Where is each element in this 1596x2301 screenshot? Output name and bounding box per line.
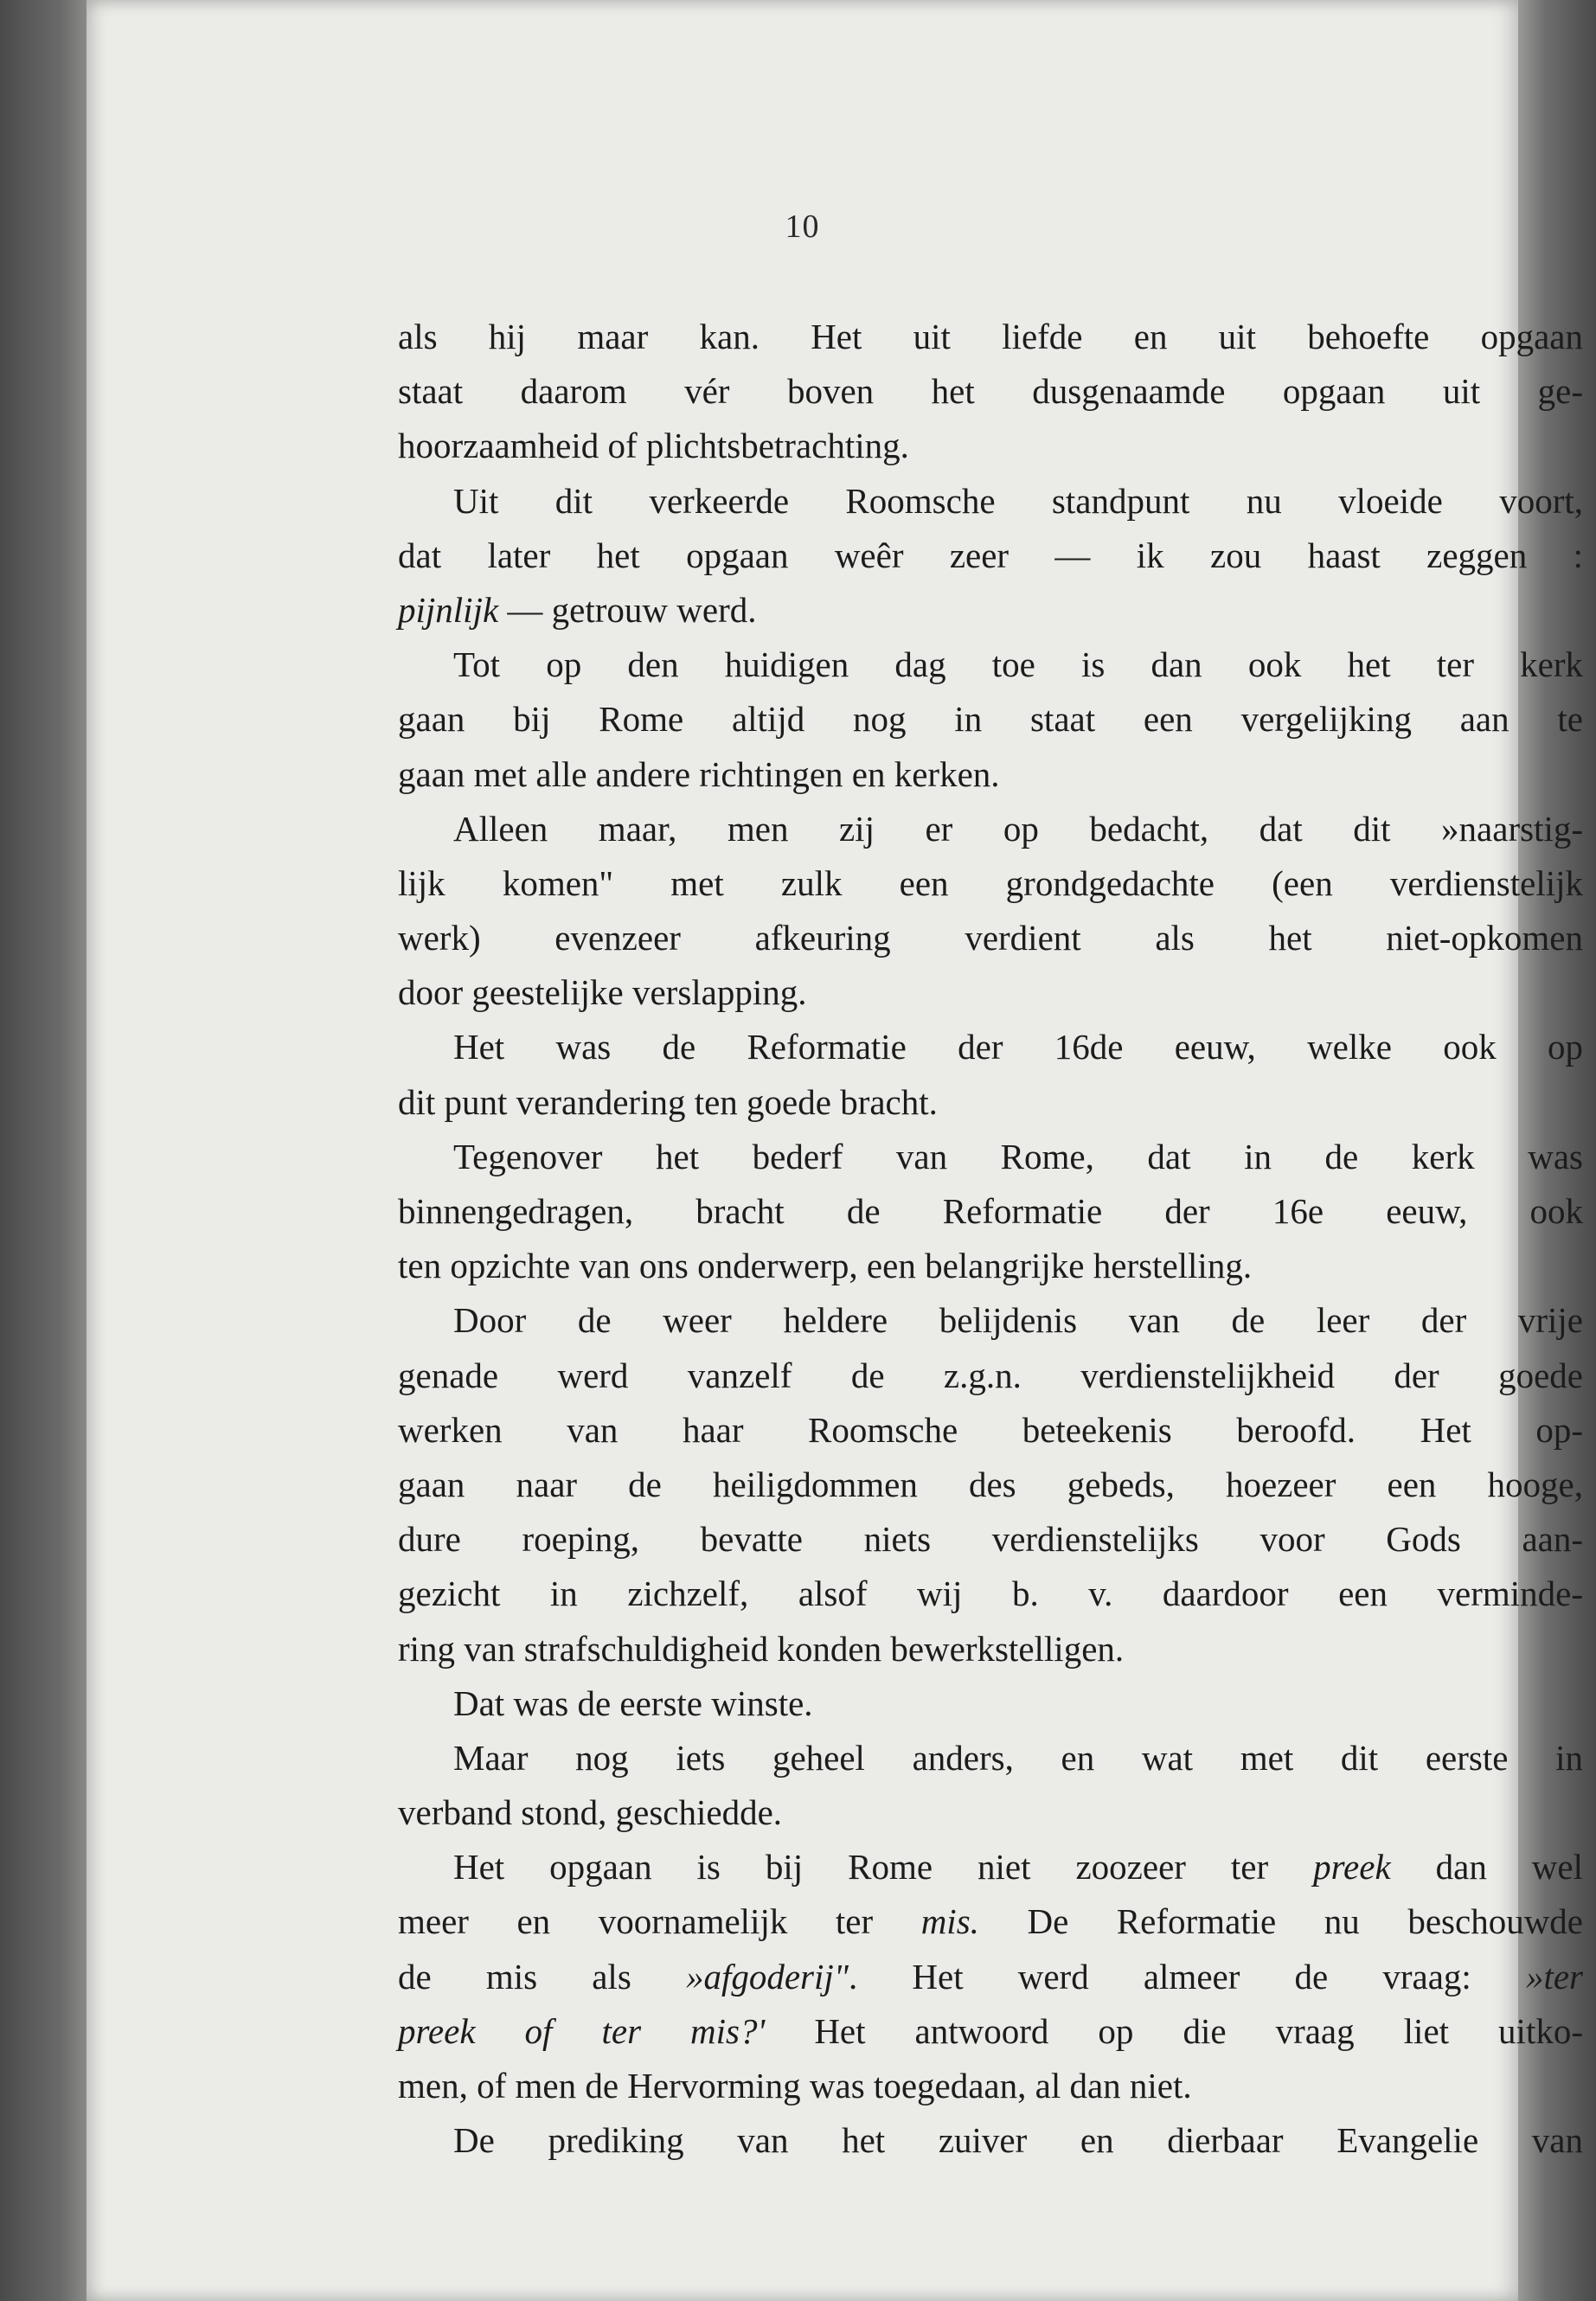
text-line: staat daarom vér boven het dusgenaamde opgaan uit ge- [398,371,1583,412]
book-page [87,0,1584,2301]
text-line: pijnlijk — getrouw werd. [398,589,757,630]
text-line: meer en voornamelijk ter mis. De Reformatie nu beschouwde [398,1901,1584,1942]
text-line: dit punt verandering ten goede bracht. [398,1081,938,1122]
text-line: preek of ter mis?' Het antwoord op die vraag liet uitko- [398,2010,1583,2051]
text-line: ten opzichte van ons onderwerp, een belangrijke herstelling. [398,1246,1253,1286]
text-line: door geestelijke verslapping. [398,972,807,1013]
text-line: Het was de Reformatie der 16de eeuw, welke ook op [453,1027,1583,1067]
text-line: Tot op den huidigen dag toe is dan ook het ter kerk [453,644,1583,685]
scan-left-edge [0,0,87,2301]
text-line: hoorzaamheid of plichtsbetrachting. [398,426,909,466]
text-line: werk) evenzeer afkeuring verdient als het niet-opkomen [398,918,1583,958]
text-line: verband stond, geschiedde. [398,1792,783,1833]
text-line: binnengedragen, bracht de Reformatie der 16e eeuw, ook [398,1191,1583,1231]
body-text [398,310,1583,2168]
text-line: Alleen maar, men zij er op bedacht, dat dit »naarstig- [453,808,1583,849]
text-line: Door de weer heldere belijdenis van de leer der vrije [453,1300,1583,1341]
text-line: dat later het opgaan weêr zeer — ik zou haast zeggen : [398,535,1583,575]
text-line: gaan met alle andere richtingen en kerken. [398,753,1000,794]
text-line: gezicht in zichzelf, alsof wij b. v. daardoor een verminde- [398,1574,1583,1614]
text-line: de mis als »afgoderij". Het werd almeer de vraag: »ter [398,1956,1584,1997]
text-line: Het opgaan is bij Rome niet zoozeer ter preek dan wel [453,1847,1583,1888]
text-line: De prediking van het zuiver en dierbaar Evangelie van [453,2120,1583,2161]
text-line: Dat was de eerste winste. [453,1682,813,1723]
page-number: 10 [785,208,820,245]
text-line: ring van strafschuldigheid konden bewerkstelligen. [398,1628,1125,1669]
text-line: genade werd vanzelf de z.g.n. verdienstelijkheid der goede [398,1355,1583,1395]
text-line: gaan naar de heiligdommen des gebeds, hoezeer een hooge, [398,1464,1583,1504]
text-line: Maar nog iets geheel anders, en wat met dit eerste in [453,1737,1583,1778]
text-line: lijk komen" met zulk een grondgedachte (een verdienstelijk [398,862,1583,903]
text-line: Tegenover het bederf van Rome, dat in de kerk was [453,1136,1583,1176]
text-line: als hij maar kan. Het uit liefde en uit behoefte opgaan [398,317,1583,356]
text-line: dure roeping, bevatte niets verdienstelijks voor Gods aan- [398,1519,1583,1560]
text-line: werken van haar Roomsche beteekenis beroofd. Het op- [398,1409,1583,1450]
text-line: gaan bij Rome altijd nog in staat een vergelijking aan te [398,699,1583,740]
text-line: men, of men de Hervorming was toegedaan, al dan niet. [398,2066,1192,2106]
text-line: Uit dit verkeerde Roomsche standpunt nu vloeide voort, [453,480,1583,521]
